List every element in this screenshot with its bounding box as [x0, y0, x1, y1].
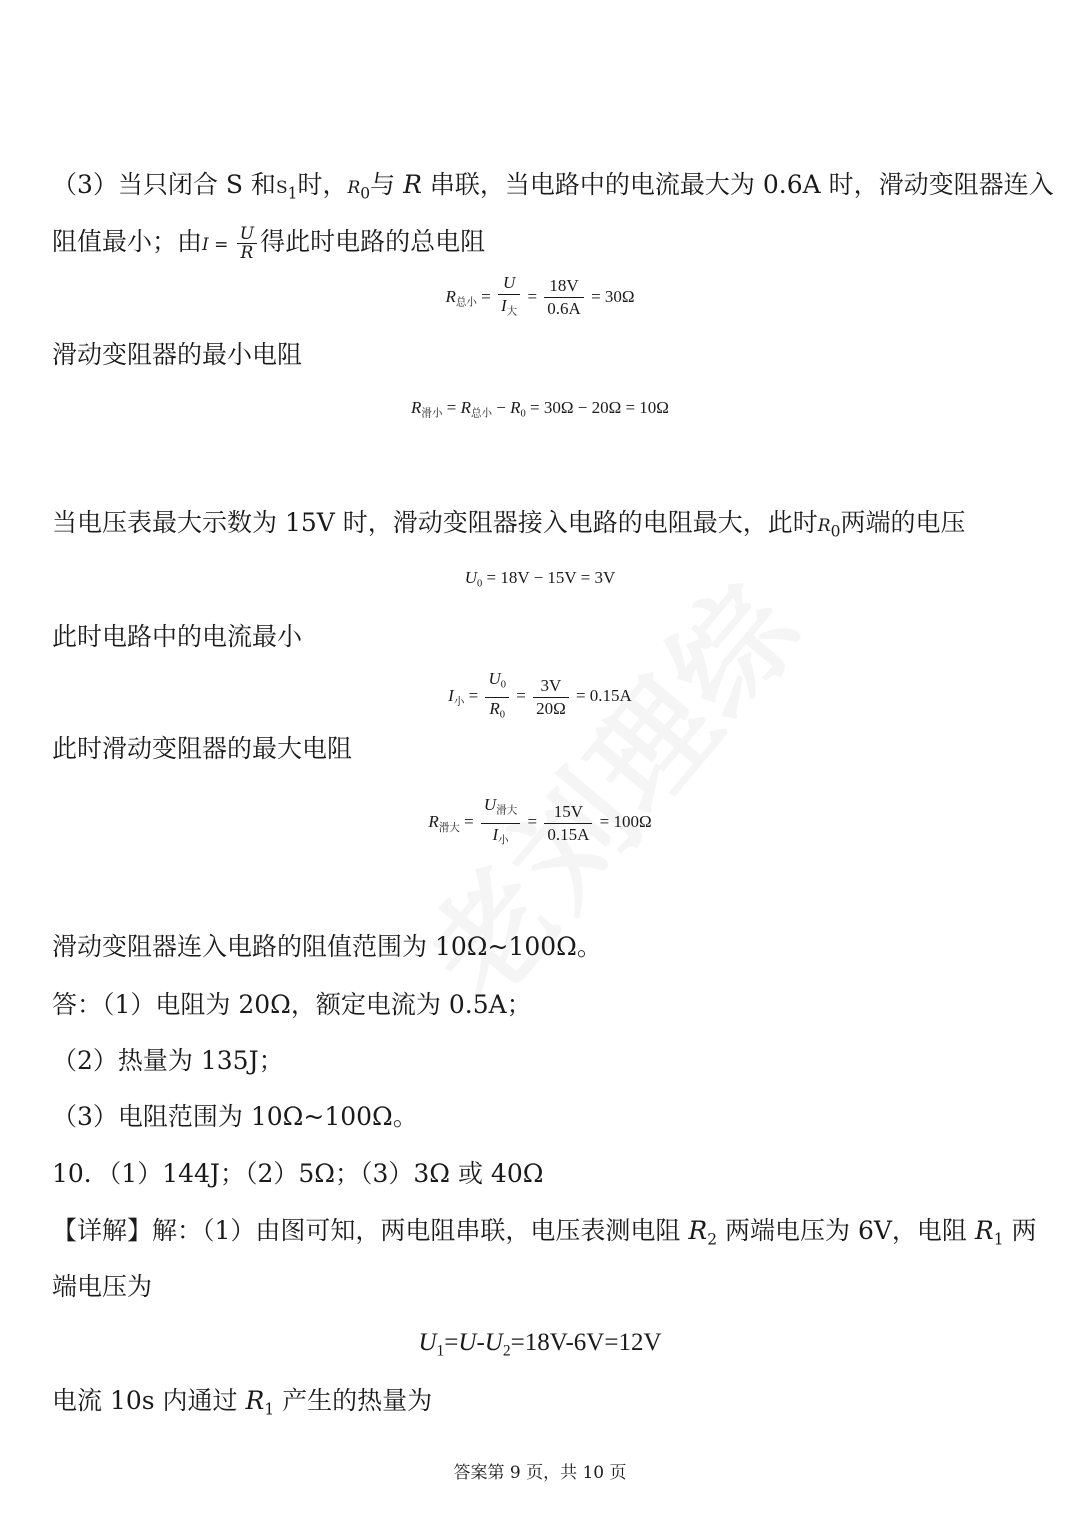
- equation-slider-min: $R_{滑小} = R_{总小} - R_0 = 30\Omega - 20\Omega = 10\Omega$: [411, 398, 669, 420]
- equation-u0: $U_0 = 18V - 15V = 3V$: [464, 568, 616, 590]
- text-heat: 电流 10s 内通过 $R_1$ 产生的热量为: [52, 1386, 433, 1419]
- equation-u1: $U_1=U-U_2=18V-6V=12V$: [418, 1329, 662, 1360]
- paragraph-part3-line1: （3）当只闭合 S 和$S_1$时，$R_0$与 R 串联，当电路中的电流最大为 0.6A 时，滑动变阻器连入: [52, 170, 1054, 203]
- paragraph-part3-line2: 阻值最小；由I = $\frac{U}{R}$ 得此时电路的总电阻: [52, 224, 486, 263]
- detail-line1: 【详解】解：（1）由图可知，两电阻串联，电压表测电阻 $R_2$ 两端电压为 6V，电阻 $R_1$ 两: [52, 1216, 1037, 1249]
- text-min-resistance: 滑动变阻器的最小电阻: [52, 340, 303, 369]
- equation-total-min-resistance: $R_{总小}$ = $\frac{U}{I_大}$ = $\frac{18V}{0.6A}$ = 30Ω: [445, 273, 635, 319]
- text-min-current: 此时电路中的电流最小: [52, 622, 303, 651]
- ohm-law-fraction: $\frac{U}{R}$: [237, 225, 257, 262]
- text-resistance-range: 滑动变阻器连入电路的阻值范围为 10Ω~100Ω。: [52, 932, 602, 961]
- text-voltmeter-max: 当电压表最大示数为 15V 时，滑动变阻器接入电路的电阻最大，此时$R_0$两端的电压: [52, 508, 966, 541]
- text-max-resistance: 此时滑动变阻器的最大电阻: [52, 734, 353, 763]
- answer-part3: （3）电阻范围为 10Ω~100Ω。: [52, 1102, 418, 1131]
- page-footer: 答案第 9 页，共 10 页: [453, 1463, 627, 1483]
- detail-line2: 端电压为: [52, 1272, 153, 1301]
- answer-part1: 答：（1）电阻为 20Ω，额定电流为 0.5A；: [52, 990, 532, 1019]
- equation-slider-max: $R_{滑大}$ = $\frac{U_{滑大}}{I_小}$ = $\frac{15V}{0.15A}$ = 100Ω: [428, 795, 652, 847]
- question-10-answers: 10．（1）144J；（2）5Ω；（3）3Ω 或 40Ω: [52, 1159, 544, 1188]
- equation-min-current: $I_小$ = $\frac{U_0}{R_0}$ = $\frac{3V}{20\Omega}$ = 0.15A: [448, 669, 632, 721]
- answer-part2: （2）热量为 135J；: [52, 1046, 284, 1075]
